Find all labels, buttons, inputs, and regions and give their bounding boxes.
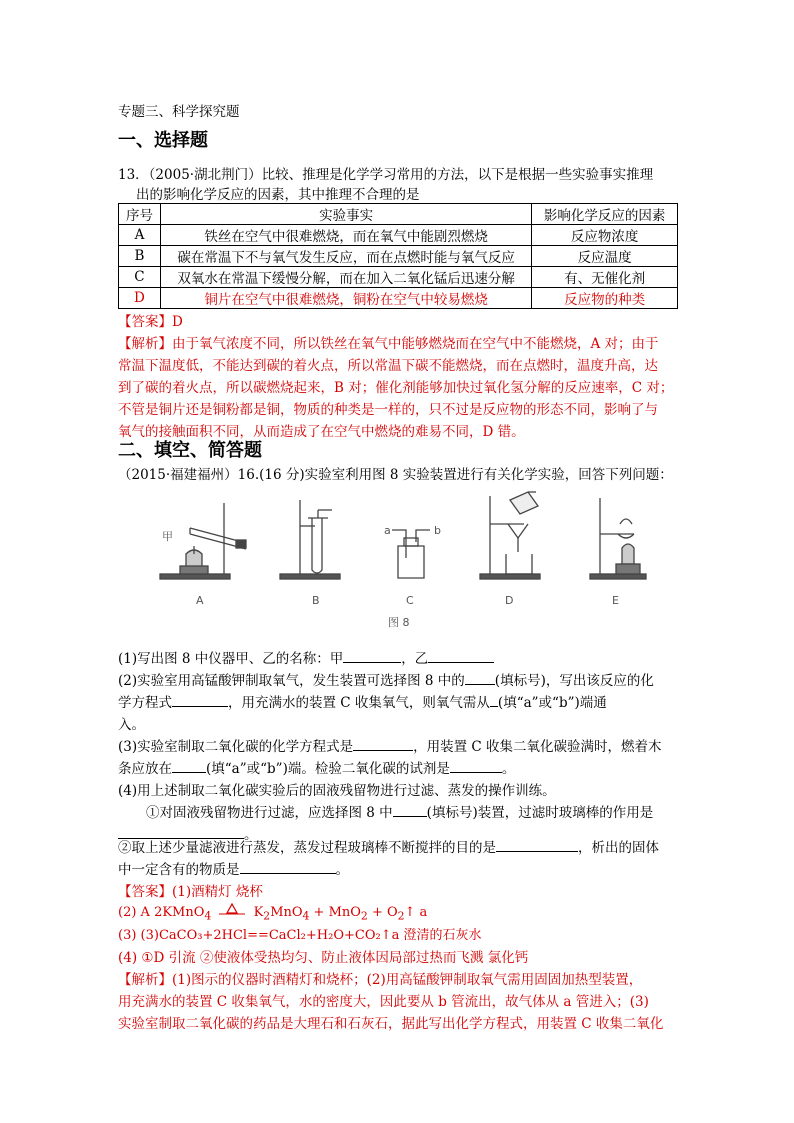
question13-line1: 13．（2005·湖北荆门）比较、推理是化学学习常用的方法，以下是根据一些实验事实推理: [118, 167, 654, 183]
answer-line: (3) (3)CaCO₃+2HCl==CaCl₂+H₂O+CO₂↑a 澄清的石灰水: [118, 928, 482, 943]
q1-line: [118, 647, 494, 667]
answer-blank[interactable]: [353, 738, 413, 751]
apparatus-e: [590, 498, 646, 579]
answer-text: + O: [367, 905, 398, 920]
q4-text: 。: [244, 827, 258, 843]
table-cell: 碳在常温下不与氧气发生反应，而在点燃时能与氧气反应: [160, 246, 531, 267]
answer-label: 【答案】D: [118, 314, 183, 330]
answer-blank[interactable]: [343, 650, 401, 663]
label-jia: 甲: [162, 530, 173, 543]
question16-intro: （2015·福建福州）16.(16 分)实验室利用图 8 实验装置进行有关化学实验，回答下列问题：: [118, 467, 673, 483]
analysis-line: 常温下温度低，不能达到碳的着火点，所以常温下碳不能燃烧，而在点燃时，温度升高，达: [118, 358, 658, 374]
answer-blank[interactable]: [490, 694, 498, 707]
answer-blank[interactable]: [465, 672, 495, 685]
q3-text: ，用装置 C 收集二氧化碳验满时，燃着木: [413, 739, 662, 755]
figure-label-a: A: [196, 594, 204, 607]
q3-text: 。: [501, 761, 516, 777]
q4-text: 。: [335, 862, 349, 878]
answer-line: 【答案】(1)酒精灯 烧杯: [118, 884, 263, 900]
table-cell: 反应温度: [532, 246, 678, 267]
question13-line2: 出的影响化学反应的因素，其中推理不合理的是: [136, 187, 420, 203]
answer-blank[interactable]: [240, 861, 336, 874]
analysis-line: 到了碳的着火点，所以碳燃烧起来，B 对；催化剂能够加快过氧化氢分解的反应速率，C 对；: [118, 380, 674, 396]
subscript: 4: [204, 909, 212, 923]
section2-title: 二、填空、简答题: [118, 440, 262, 461]
answer-text: K: [253, 905, 264, 920]
q3-text: (填“a”或“b”)端。检验二氧化碳的试剂是: [206, 761, 450, 777]
figure-caption: 图 8: [388, 616, 410, 629]
topic-heading: 专题三、科学探究题: [118, 104, 240, 120]
table-cell: D: [119, 288, 161, 309]
q4-sub1: [146, 801, 653, 821]
analysis-line: 用充满水的装置 C 收集氧气，水的密度大，因此要从 b 管流出，故气体从 a 管进入；(3): [118, 994, 649, 1010]
q4-text: 中一定含有的物质是: [118, 862, 240, 878]
table-cell: 铁丝在空气中很难燃烧，而在氧气中能剧烈燃烧: [160, 225, 531, 246]
analysis-line: 实验室制取二氧化碳的药品是大理石和石灰石，据此写出化学方程式，用装置 C 收集二氧化: [118, 1016, 664, 1032]
q2-text: (填“a”或“b”)端通: [497, 695, 607, 711]
figure-label-e: E: [612, 594, 619, 607]
answer-blank[interactable]: [393, 804, 427, 817]
q4-text: ②取上述少量滤液进行蒸发，蒸发过程玻璃棒不断搅拌的目的是: [118, 840, 496, 856]
answer-text: MnO: [270, 905, 303, 920]
subscript: 2: [360, 909, 368, 923]
experiment-table: [118, 203, 678, 309]
figure-label-d: D: [505, 594, 514, 607]
table-header-cell: 序号: [119, 204, 161, 225]
apparatus-d: [480, 492, 540, 579]
answer-blank[interactable]: [496, 839, 578, 852]
table-cell: 双氧水在常温下缓慢分解，而在加入二氧化锰后迅速分解: [160, 267, 531, 288]
q3-line1: [118, 735, 662, 755]
q4-text: ，析出的固体: [578, 840, 659, 856]
table-row: [119, 225, 678, 246]
apparatus-figure: [150, 488, 650, 633]
subscript: 4: [302, 909, 310, 923]
heat-triangle-icon: [215, 902, 249, 920]
analysis-line: 氧气的接触面积不同，从而造成了在空气中燃烧的难易不同，D 错。: [118, 424, 525, 440]
answer-blank[interactable]: [450, 760, 502, 773]
analysis-line: 不管是铜片还是铜粉都是铜，物质的种类是一样的，只不过是反应物的形态不同，影响了与: [118, 402, 658, 418]
table-row: [119, 246, 678, 267]
answer-line: [118, 902, 427, 923]
table-row-answer: [119, 288, 678, 309]
q2-text: (2)实验室用高锰酸钾制取氧气，发生装置可选择图 8 中的: [118, 673, 465, 689]
answer-blank[interactable]: [428, 650, 494, 663]
section1-title: 一、选择题: [118, 130, 208, 151]
q4-sub2: [118, 836, 659, 856]
port-b-label: b: [434, 524, 441, 537]
table-cell: 反应物浓度: [532, 225, 678, 246]
table-cell: B: [119, 246, 161, 267]
q2-text: 学方程式: [118, 695, 172, 711]
answer-blank[interactable]: [172, 760, 206, 773]
port-a-label: a: [384, 524, 391, 537]
answer-text: + MnO: [309, 905, 361, 920]
q3-line2: [118, 757, 515, 777]
q2-line1: [118, 669, 654, 689]
analysis-line: 【解析】(1)图示的仪器时酒精灯和烧杯；(2)用高锰酸钾制取氧气需用固固加热型装置，: [118, 972, 643, 988]
q3-text: (3)实验室制取二氧化碳的化学方程式是: [118, 739, 354, 755]
table-cell: C: [119, 267, 161, 288]
answer-line: (4) ①D 引流 ②使液体受热均匀、防止液体因局部过热而飞溅 氯化钙: [118, 950, 529, 966]
q4-line1: (4)用上述制取二氧化碳实验后的固液残留物进行过滤、蒸发的操作训练。: [118, 783, 556, 799]
q1-text-a: (1)写出图 8 中仪器甲、乙的名称：甲: [118, 651, 344, 667]
apparatus-c: [392, 530, 430, 578]
q3-text: 条应放在: [118, 761, 172, 777]
subscript: 2: [397, 909, 405, 923]
figure-label-c: C: [406, 594, 414, 607]
table-header-cell: 影响化学反应的因素: [532, 204, 678, 225]
answer-text: ↑ a: [404, 905, 428, 920]
table-row: [119, 267, 678, 288]
answer-text: (2) A 2KMnO: [118, 905, 205, 920]
q4-sub2-line2: [118, 858, 349, 878]
q2-text: ，用充满水的装置 C 收集氧气，则氧气需从: [228, 695, 490, 711]
table-cell: 铜片在空气中很难燃烧，铜粉在空气中较易燃烧: [160, 288, 531, 309]
subscript: 2: [263, 909, 271, 923]
q4-text: (填标号)装置，过滤时玻璃棒的作用是: [426, 805, 654, 821]
figure-label-b: B: [312, 594, 320, 607]
table-cell: 有、无催化剂: [532, 267, 678, 288]
answer-blank[interactable]: [172, 694, 228, 707]
q2-line2: [118, 691, 607, 711]
table-header-cell: 实验事实: [160, 204, 531, 225]
table-header-row: [119, 204, 678, 225]
analysis-line: 【解析】由于氧气浓度不同，所以铁丝在氧气中能够燃烧而在空气中不能燃烧，A 对；由于: [118, 336, 659, 352]
q1-text-b: ，乙: [401, 651, 429, 667]
q2-line3: 入。: [118, 717, 145, 733]
q2-text: (填标号)，写出该反应的化: [494, 673, 654, 689]
apparatus-b: [280, 500, 340, 579]
table-cell: 反应物的种类: [532, 288, 678, 309]
table-cell: A: [119, 225, 161, 246]
q4-text: ①对固液残留物进行过滤，应选择图 8 中: [146, 805, 393, 821]
